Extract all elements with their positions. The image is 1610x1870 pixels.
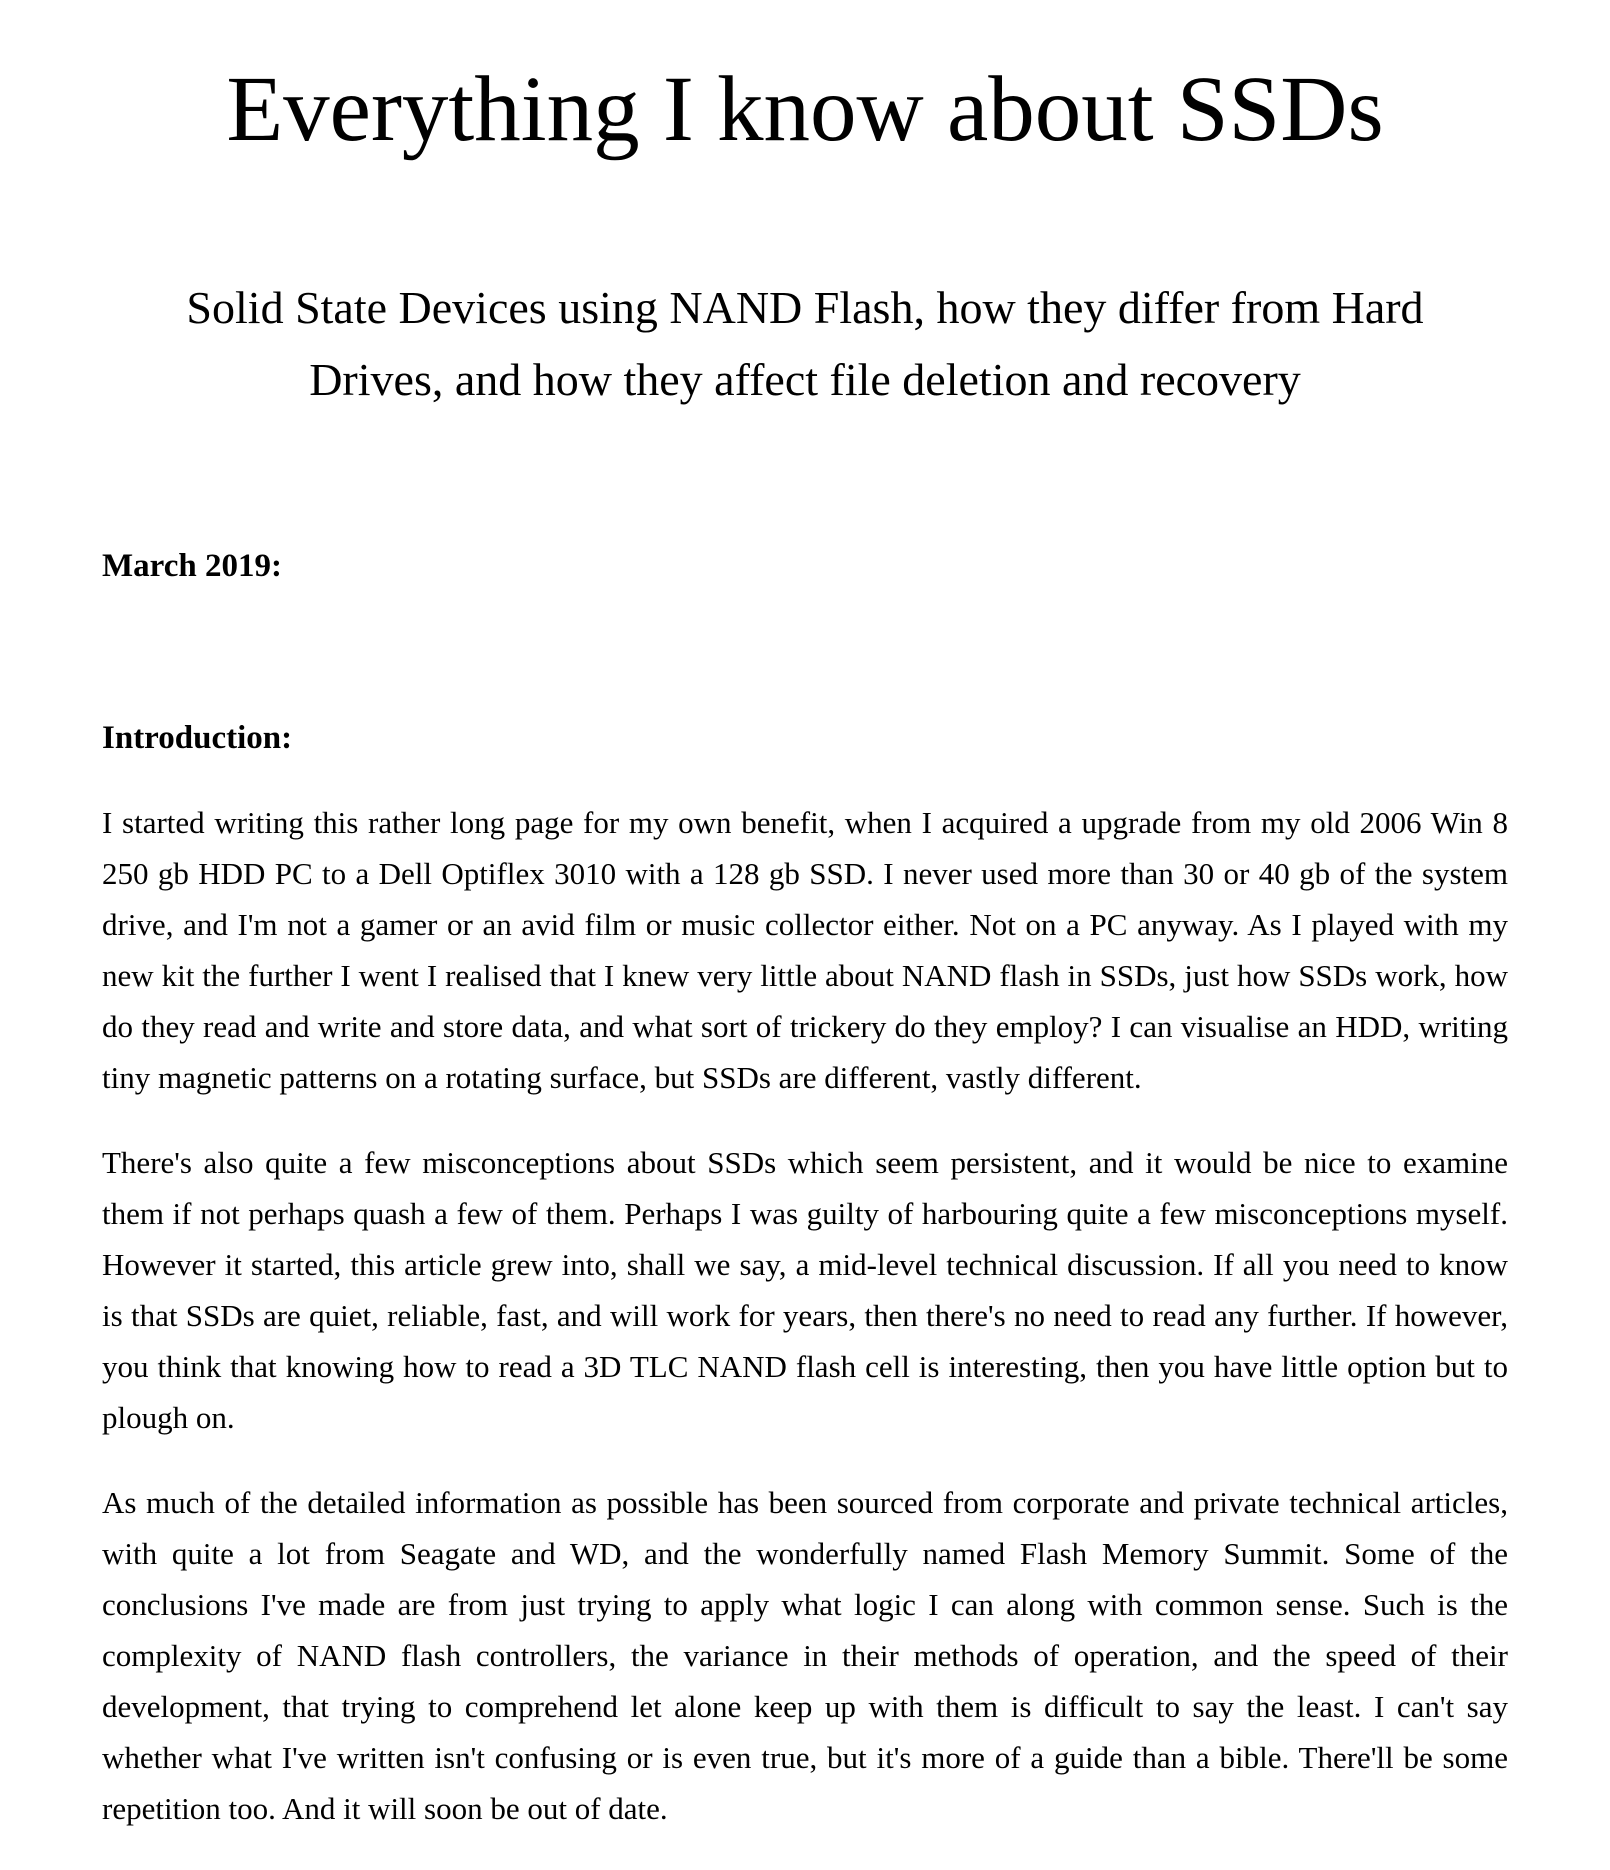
paragraph: As much of the detailed information as possible has been sourced from corporate and private technical articles, with quite a lot from Seagate and WD, and the wonderfully named Flash Memory Summit. Some of the conclusions I've made are from just trying to apply what logic I can along with common sense. Such is the complexity of NAND flash controllers, the variance in their methods of operation, and the speed of their development, that trying to comprehend let alone keep up with them is difficult to say the least. I can't say whether what I've written isn't confusing or is even true, but it's more of a guide than a bible. There'll be some repetition too. And it will soon be out of date. — [102, 1485, 1508, 1826]
page-title: Everything I know about SSDs — [226, 58, 1384, 161]
page-subtitle: Solid State Devices using NAND Flash, how they differ from Hard Drives, and how they affect file deletion and recovery — [186, 282, 1424, 405]
paragraph: There's also quite a few misconceptions about SSDs which seem persistent, and it would be nice to examine them if not perhaps quash a few of them. Perhaps I was guilty of harbouring quite a few misconceptions myself. However it started, this article grew into, shall we say, a mid-level technical discussion. If all you need to know is that SSDs are quiet, reliable, fast, and will work for years, then there's no need to read any further. If however, you think that knowing how to read a 3D TLC NAND flash cell is interesting, then you have little option but to plough on. — [102, 1145, 1508, 1435]
section-heading-introduction: Introduction: — [102, 720, 293, 756]
introduction-section — [102, 716, 1508, 1834]
paragraph: I started writing this rather long page for my own benefit, when I acquired a upgrade from my old 2006 Win 8 250 gb HDD PC to a Dell Optiflex 3010 with a 128 gb SSD. I never used more than 30 or 40 gb of the system drive, and I'm not a gamer or an avid film or music collector either. Not on a PC anyway. As I played with my new kit the further I went I realised that I knew very little about NAND flash in SSDs, just how SSDs work, how do they read and write and store data, and what sort of trickery do they employ? I can visualise an HDD, writing tiny magnetic patterns on a rotating surface, but SSDs are different, vastly different. — [102, 805, 1508, 1095]
date-heading: March 2019: — [102, 548, 282, 584]
